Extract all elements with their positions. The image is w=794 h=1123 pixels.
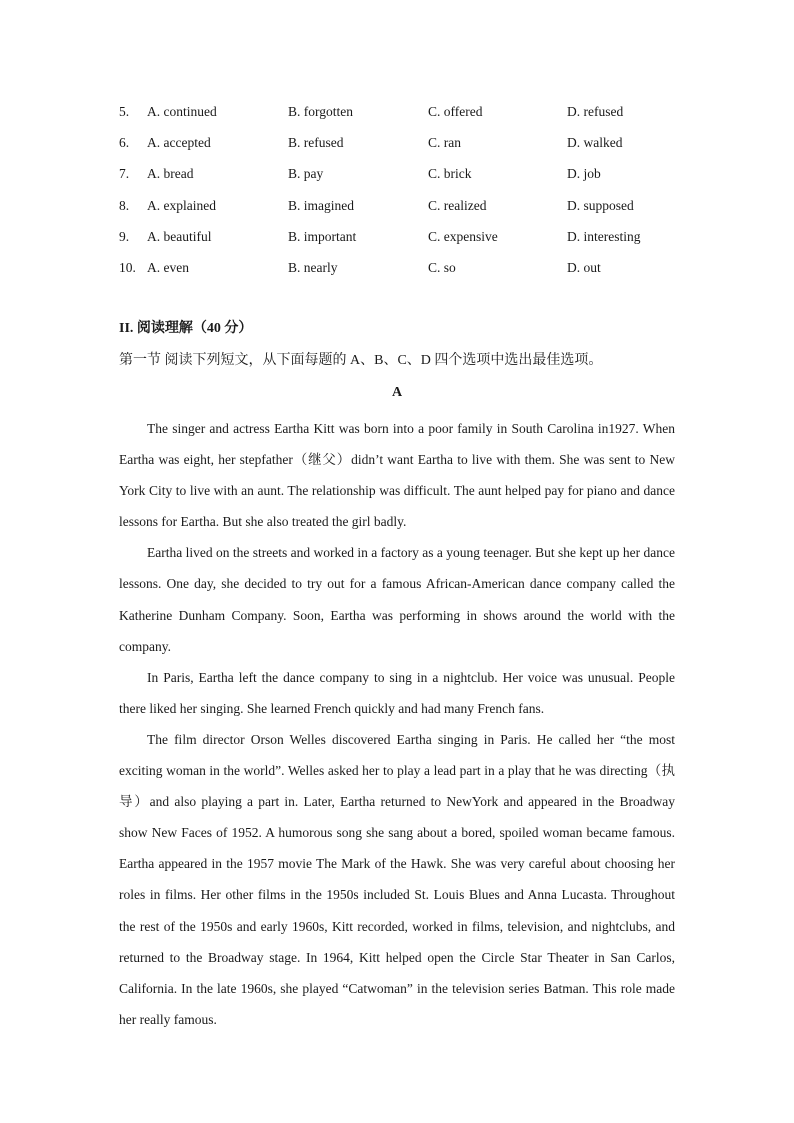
section-instruction: 第一节 阅读下列短文，从下面每题的 A、B、C、D 四个选项中选出最佳选项。 [119, 353, 603, 368]
paragraph: The film director Orson Welles discovered Eartha singing in Paris. He called her “the most exciting woman in the world”. Welles asked her to play a lead part in a play that he was directing（执导）and also playing a part in. Later, Eartha returned to NewYork and appeared in the Broadway show New Faces of 1952. A humorous song she sang about a bored, spoiled woman became famous. Eartha appeared in the 1957 movie The Mark of the Hawk. She was very careful about choosing her roles in films. Her other films in the 1950s included St. Louis Blues and Anna Lucasta. Throughout the rest of the 1950s and early 1960s, Kitt recorded, worked in films, television, and nightclubs, and returned to the Broadway stage. In 1964, Kitt helped open the Circle Star Theater in San Carlos, California. In the late 1960s, she played “Catwoman” in the television series Batman. This role made her really famous. [119, 731, 675, 1027]
choice-row [119, 163, 679, 194]
option-b: B. important [288, 228, 357, 244]
question-number: 6. [119, 135, 130, 151]
paragraph: Eartha lived on the streets and worked in a factory as a young teenager. But she kept up her dance lessons. One day, she decided to try out for a famous African-American dance company called the Katherine Dunham Company. Soon, Eartha was performing in shows around the world with the company. [119, 545, 675, 654]
option-a: A. even [147, 259, 189, 275]
option-b: B. forgotten [288, 104, 353, 119]
choice-list [119, 101, 679, 288]
option-c: C. brick [428, 166, 472, 182]
option-d: D. interesting [567, 228, 641, 244]
option-c: C. realized [428, 197, 487, 213]
choice-row [119, 132, 679, 163]
option-d: D. supposed [567, 197, 634, 213]
choice-row [119, 257, 679, 288]
option-a: A. bread [147, 166, 194, 182]
question-number: 7. [119, 166, 130, 182]
passage-label: A [391, 385, 403, 400]
option-c: C. offered [428, 104, 483, 119]
section-title: II. 阅读理解（40 分） [119, 321, 253, 336]
option-b: B. pay [288, 166, 324, 182]
option-d: D. refused [567, 104, 624, 119]
paragraph: In Paris, Eartha left the dance company to sing in a nightclub. Her voice was unusual. People there liked her singing. She learned French quickly and had many French fans. [119, 669, 675, 716]
passage-body [119, 413, 675, 1035]
question-number: 10. [119, 259, 136, 275]
question-number: 5. [119, 104, 130, 119]
option-a: A. beautiful [147, 228, 212, 244]
choice-row [119, 195, 679, 226]
question-number: 8. [119, 197, 130, 213]
option-c: C. ran [428, 135, 461, 151]
option-b: B. nearly [288, 259, 338, 275]
option-b: B. imagined [288, 197, 354, 213]
option-a: A. continued [147, 104, 217, 119]
option-b: B. refused [288, 135, 344, 151]
choice-row [119, 226, 679, 257]
question-number: 9. [119, 228, 130, 244]
option-d: D. walked [567, 135, 623, 151]
choice-row [119, 101, 679, 132]
option-c: C. so [428, 259, 456, 275]
paragraph: The singer and actress Eartha Kitt was born into a poor family in South Carolina in1927. When Eartha was eight, her stepfather（继父）didn’t want Eartha to live with them. She was sent to New York City to live with an aunt. The relationship was difficult. The aunt helped pay for piano and dance lessons for Eartha. But she also treated the girl badly. [119, 421, 675, 530]
option-a: A. explained [147, 197, 216, 213]
option-a: A. accepted [147, 135, 211, 151]
option-d: D. out [567, 259, 601, 275]
option-d: D. job [567, 166, 601, 182]
option-c: C. expensive [428, 228, 498, 244]
